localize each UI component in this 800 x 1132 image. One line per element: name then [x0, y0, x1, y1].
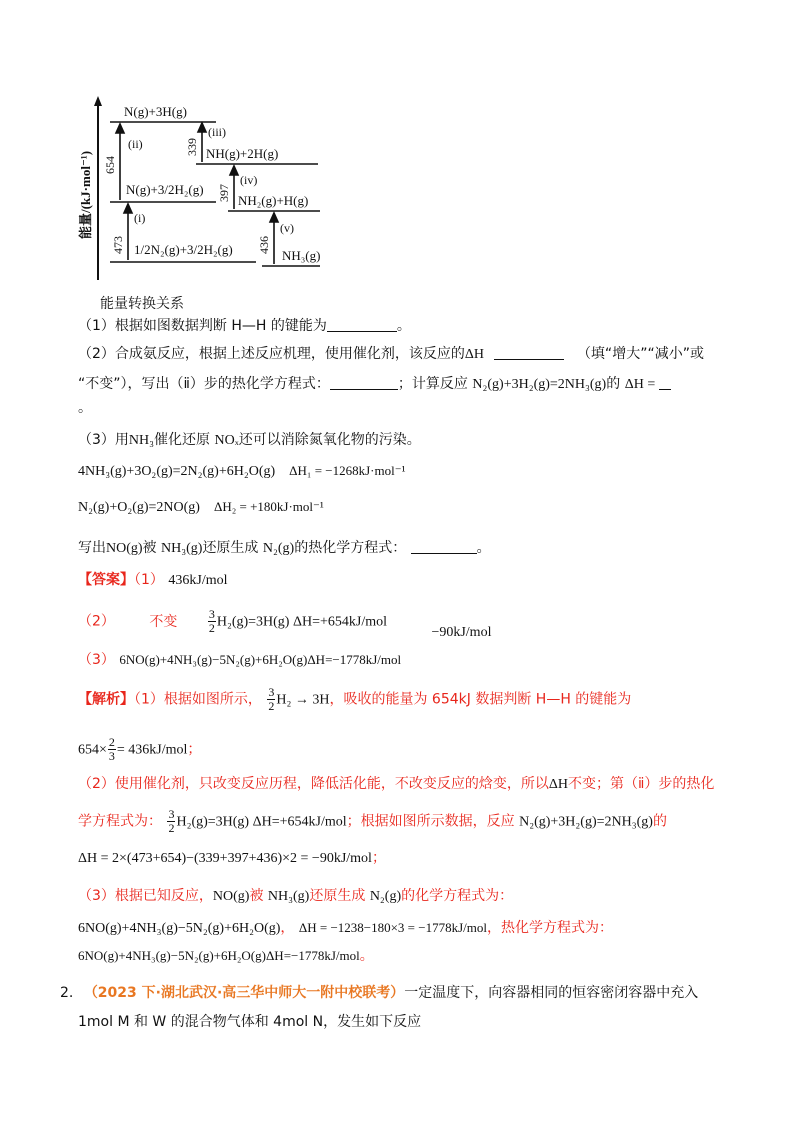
energy-397: 397	[217, 184, 231, 202]
step-iii: (iii)	[208, 125, 226, 139]
step-v: (v)	[280, 221, 294, 235]
equation-2: N₂(g)+O₂(g)=2NO(g) ΔH₂ = +180kJ·mol⁻¹	[78, 499, 324, 515]
analysis-3a: （3）根据已知反应，NO(g)被 NH₃(g)还原生成 N₂(g)的化学方程式为：	[78, 888, 514, 904]
energy-473: 473	[111, 236, 125, 254]
question-3: （3）用NH₃催化还原 NOₓ还可以消除氮氧化物的污染。	[78, 432, 421, 448]
blank	[411, 539, 477, 554]
question-1: （1）根据如图数据判断 H—H 的键能为 。	[78, 318, 411, 334]
fraction: $\frac{2}{3}$	[108, 735, 115, 763]
analysis-2-calc: ΔH = 2×(473+654)−(339+397+436)×2 = −90kJ/mol；	[78, 850, 386, 866]
step-iv: (iv)	[240, 173, 258, 187]
label-bottom-left: 1/2N₂(g)+3/2H₂(g)	[134, 242, 233, 257]
next-question-line-2: 1mol M 和 W 的混合物气体和 4mol N，发生如下反应	[78, 1014, 422, 1030]
blank	[494, 345, 564, 360]
analysis-1: 【解析】（1）根据如图所示， $\frac{3}{2}$ H₂ → 3H，吸收的能量为 654kJ 数据判断 H—H 的键能为	[78, 685, 632, 713]
question-2a: （2）合成氨反应，根据上述反应机理，使用催化剂，该反应的ΔH （填“增大”“减小”或	[78, 346, 704, 362]
analysis-3c: 6NO(g)+4NH₃(g)−5N₂(g)+6H₂O(g)ΔH=−1778kJ/mol。	[78, 948, 374, 964]
blank	[327, 317, 397, 332]
question-2-end: 。	[78, 400, 92, 416]
answer-3: （3） 6NO(g)+4NH₃(g)−5N₂(g)+6H₂O(g)ΔH=−1778kJ/mol	[78, 652, 402, 668]
label-nh2-h: NH₂(g)+H(g)	[238, 193, 309, 208]
fraction: $\frac{3}{2}$	[208, 607, 215, 635]
answer-2: （2） 不变 $\frac{3}{2}$ H₂(g)=3H(g) ΔH=+654kJ/mol −90kJ/mol	[78, 607, 492, 640]
analysis-1-calc: 654× $\frac{2}{3}$ = 436kJ/mol；	[78, 735, 202, 763]
analysis-2a: （2）使用催化剂，只改变反应历程，降低活化能，不改变反应的焓变，所以ΔH不变；第（ⅱ）步的热化	[78, 776, 715, 792]
equation-1: 4NH₃(g)+3O₂(g)=2N₂(g)+6H₂O(g) ΔH₁ = −1268kJ·mol⁻¹	[78, 463, 406, 479]
next-question-line-1: 2. （2023 下·湖北武汉·高三华中师大一附中校联考）一定温度下，向容器相同的恒容密闭容器中充入	[60, 985, 699, 1001]
label-nh-2h: NH(g)+2H(g)	[206, 146, 279, 161]
answer-1: 【答案】（1） 436kJ/mol	[78, 572, 228, 588]
y-axis-label: 能量/(kJ·mol⁻¹)	[78, 150, 93, 239]
diagram-caption: 能量转换关系	[100, 296, 184, 312]
energy-339: 339	[185, 138, 199, 156]
label-top: N(g)+3H(g)	[124, 104, 187, 119]
question-2b: “不变”），写出（ⅱ）步的热化学方程式： ；计算反应 N₂(g)+3H₂(g)=2NH₃(g)的 ΔH =	[78, 374, 671, 395]
fraction: $\frac{3}{2}$	[268, 685, 275, 713]
y-axis-arrow	[94, 96, 102, 106]
step-ii: (ii)	[128, 137, 143, 151]
analysis-2b: 学方程式为： $\frac{3}{2}$ H₂(g)=3H(g) ΔH=+654kJ/mol；根据如图所示数据，反应 N₂(g)+3H₂(g)=2NH₃(g)的	[78, 807, 667, 835]
label-nh3: NH₃(g)	[282, 248, 321, 263]
analysis-3b: 6NO(g)+4NH₃(g)−5N₂(g)+6H₂O(g)， ΔH = −1238−180×3 = −1778kJ/mol，热化学方程式为：	[78, 920, 613, 936]
energy-diagram	[78, 94, 328, 284]
fraction: $\frac{3}{2}$	[168, 807, 175, 835]
label-n-32h2: N(g)+3/2H₂(g)	[126, 182, 204, 197]
energy-654: 654	[103, 156, 117, 174]
blank	[659, 375, 671, 390]
blank	[330, 375, 398, 390]
energy-436: 436	[257, 236, 271, 254]
question-3-ask: 写出NO(g)被 NH₃(g)还原生成 N₂(g)的热化学方程式： 。	[78, 540, 491, 556]
step-i: (i)	[134, 211, 146, 225]
